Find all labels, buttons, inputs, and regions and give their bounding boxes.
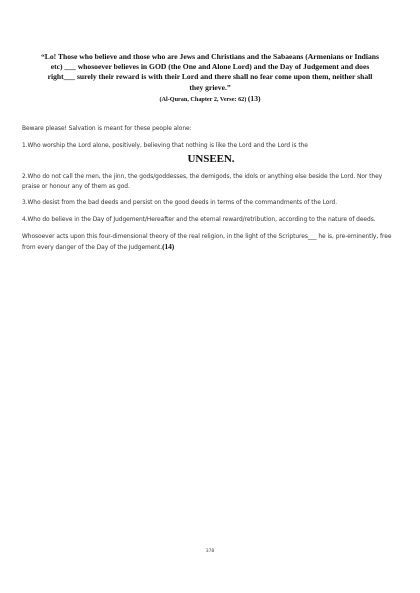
conclusion-text: Whosoever acts upon this four-dimensional theory of the real religion, in the light of the Scriptures___ he is, pre-eminently, free from every danger of the Day of the Judgement. xyxy=(22,233,392,252)
conclusion-reference-number: (14) xyxy=(162,242,175,252)
point-3: 3.Who desist from the bad deeds and persist on the good deeds in terms of the commandments of the Lord. xyxy=(22,200,338,207)
quote-citation xyxy=(40,94,380,105)
point-1 xyxy=(22,142,400,167)
quote-source: (Al-Quran, Chapter 2, Verse: 62) xyxy=(159,95,247,103)
quote-reference-number: (13) xyxy=(247,93,261,103)
point-1-emphasis: UNSEEN. xyxy=(187,153,235,166)
point-4: 4.Who do believe in the Day of Judgement/Hereafter and the eternal reward/retribution, according to the nature of deeds. xyxy=(22,216,376,223)
point-2: 2.Who do not call the men, the jinn, the gods/goddesses, the demigods, the idols or anything else beside the Lord. Nor they praise or honour any of them as god. xyxy=(22,174,383,190)
point-1-text: 1.Who worship the Lord alone, positively, believing that nothing is like the Lord and the Lord is the xyxy=(22,142,308,149)
quran-quote-block xyxy=(40,52,380,105)
quote-text: “Lo! Those who believe and those who are Jews and Christians and the Sabaeans (Armenians or Indians etc) ___ whosoever believes in GOD (the One and Alone Lord) and the Day of Judgement and does right___ surely their reward is with their Lord and there shall no fear come upon them, neither shall they grieve.” xyxy=(41,52,379,92)
body-text xyxy=(22,125,400,261)
intro-paragraph: Beware please! Salvation is meant for these people alone: xyxy=(22,126,192,132)
conclusion-paragraph xyxy=(22,233,400,254)
page-number: 378 xyxy=(205,549,215,554)
